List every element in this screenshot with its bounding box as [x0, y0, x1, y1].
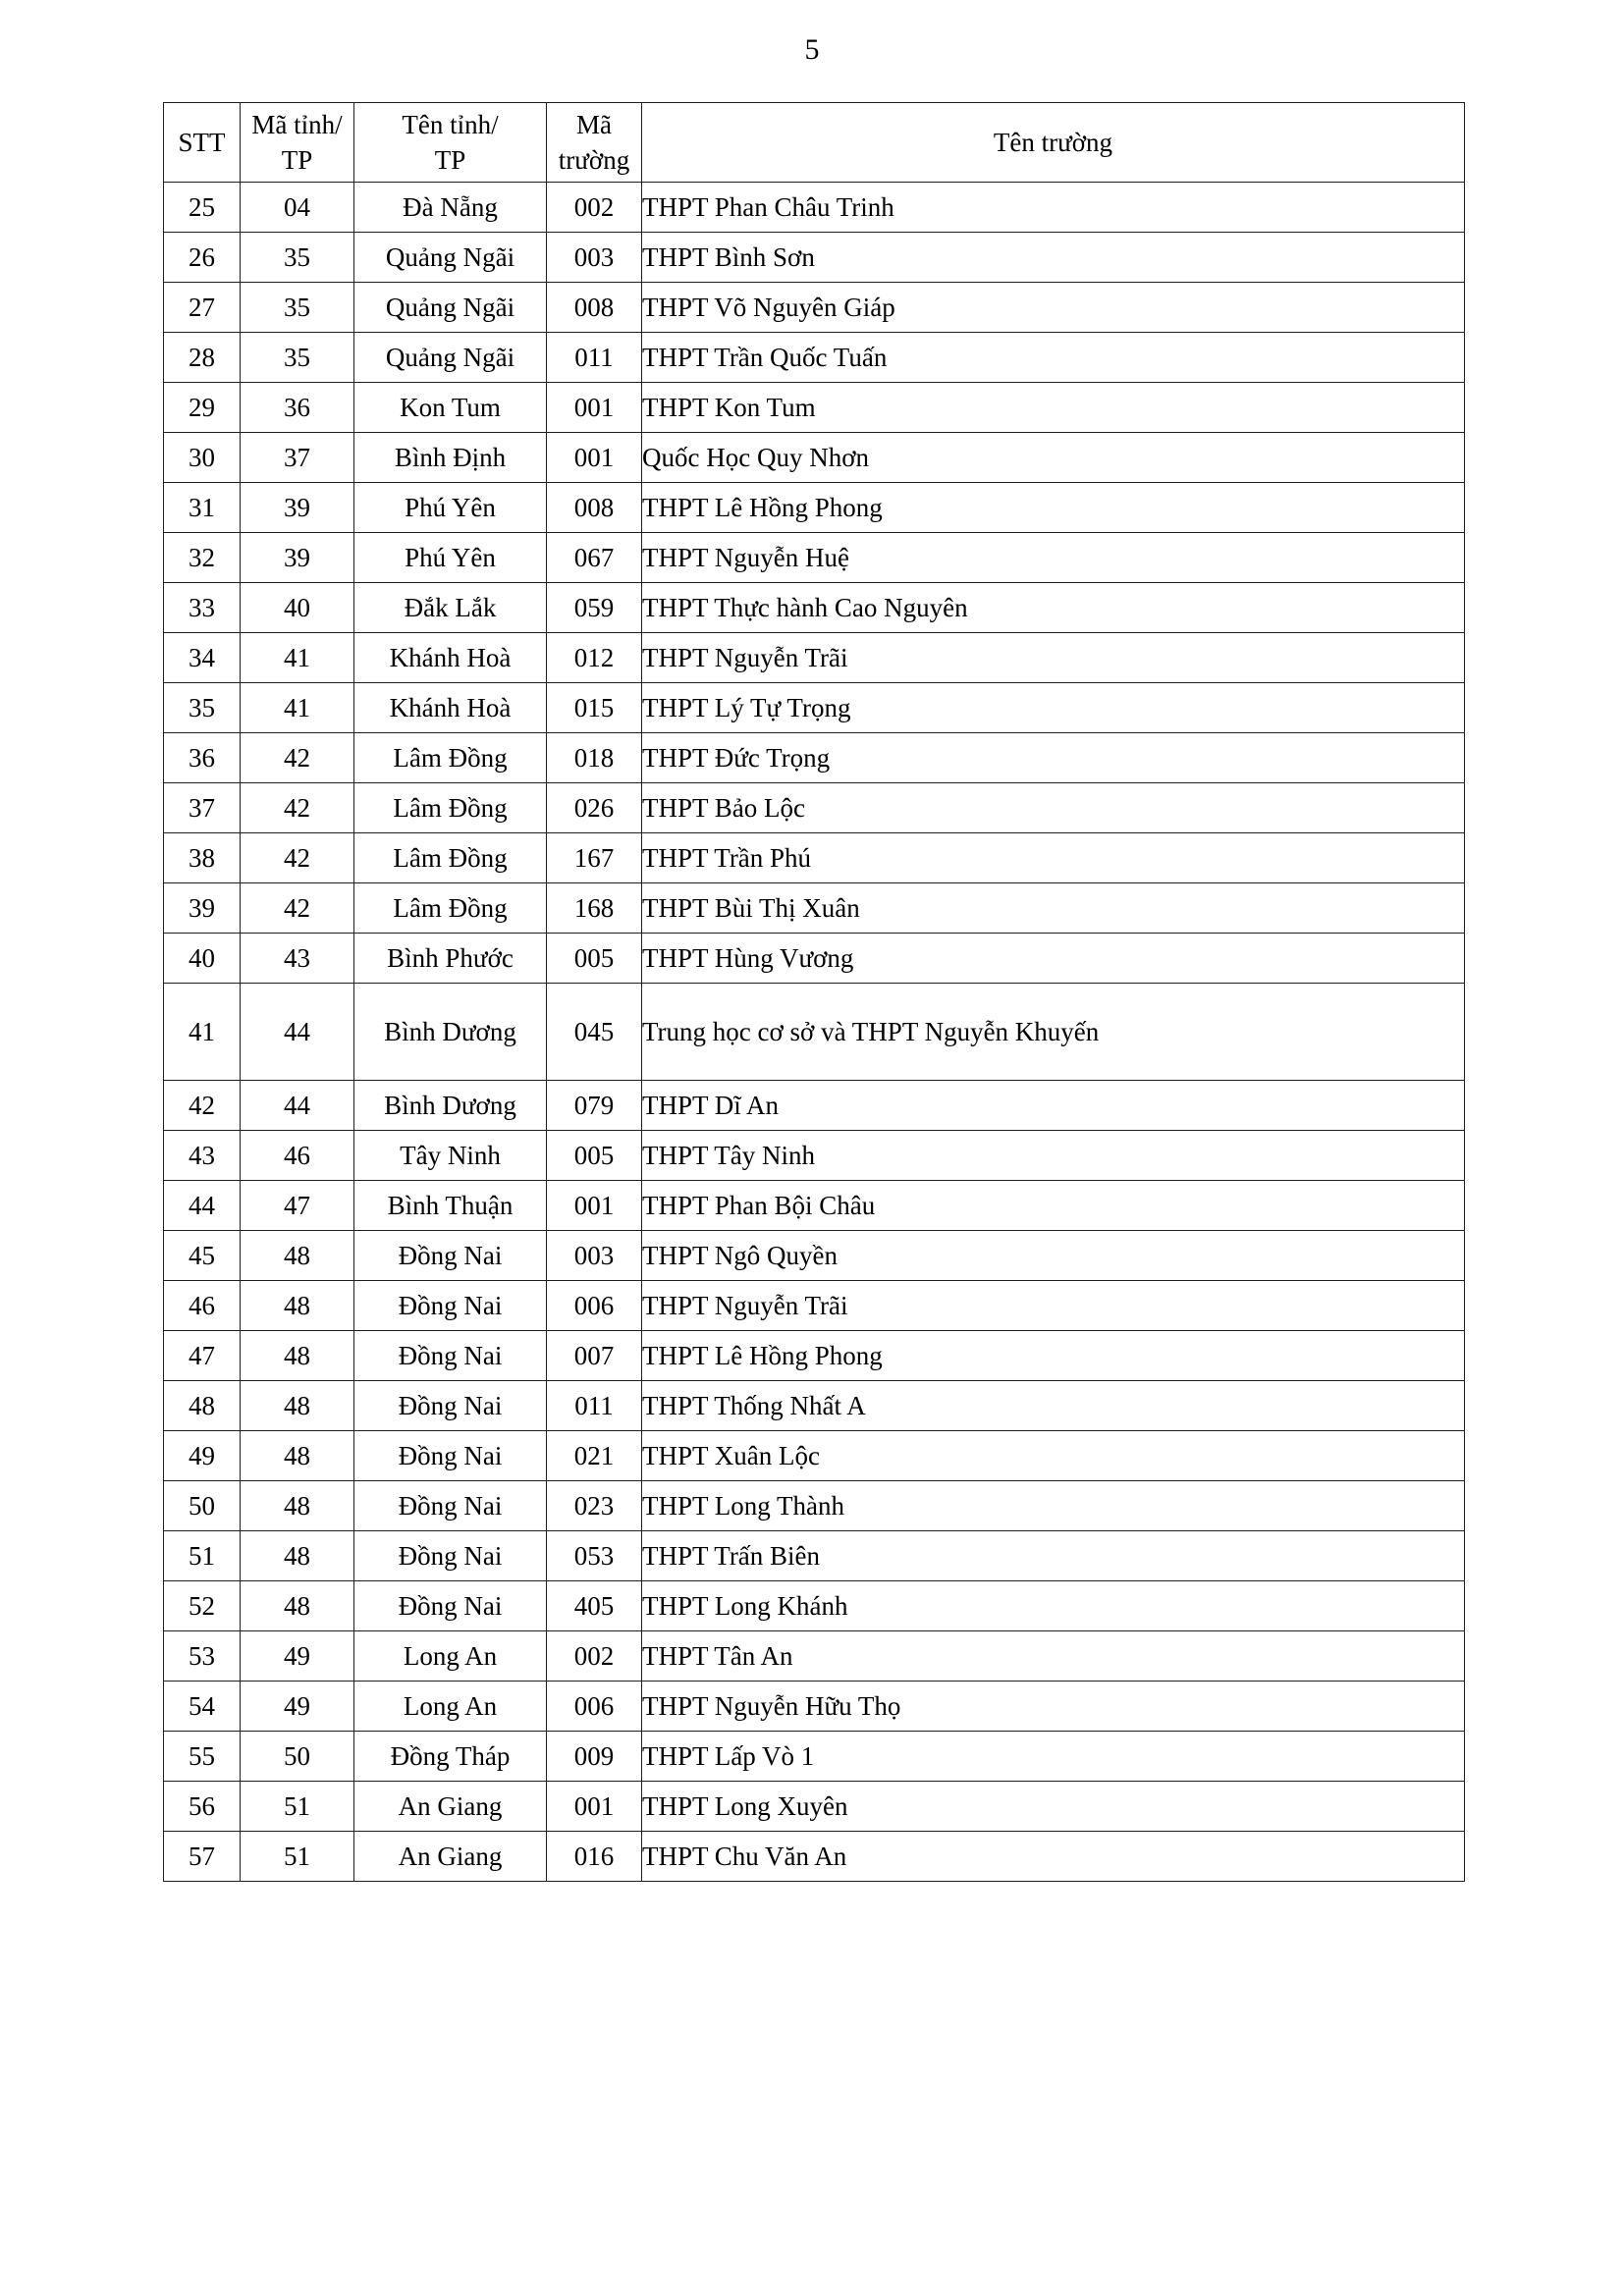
table-row — [164, 383, 1465, 433]
cell-province-code: 48 — [241, 1331, 354, 1381]
cell-school-name: THPT Thống Nhất A — [642, 1381, 1465, 1431]
column-header-province-code — [241, 103, 354, 183]
cell-school-name: Quốc Học Quy Nhơn — [642, 433, 1465, 483]
cell-school-code: 023 — [547, 1481, 642, 1531]
cell-school-name: THPT Hùng Vương — [642, 934, 1465, 984]
cell-stt: 36 — [164, 733, 241, 783]
column-header-province-name-line1: Tên tỉnh/ — [402, 110, 499, 139]
table-row — [164, 1832, 1465, 1882]
cell-province-name: Quảng Ngãi — [354, 233, 547, 283]
cell-stt: 30 — [164, 433, 241, 483]
cell-province-name: Tây Ninh — [354, 1131, 547, 1181]
table-row — [164, 483, 1465, 533]
column-header-province-name-line2: TP — [434, 145, 466, 175]
cell-province-name: Kon Tum — [354, 383, 547, 433]
cell-school-name: THPT Nguyễn Trãi — [642, 1281, 1465, 1331]
column-header-school-name-label: Tên trường — [993, 127, 1113, 157]
cell-stt: 27 — [164, 283, 241, 333]
cell-province-name: Bình Phước — [354, 934, 547, 984]
table-row — [164, 1281, 1465, 1331]
cell-school-code: 167 — [547, 833, 642, 883]
cell-province-code: 40 — [241, 583, 354, 633]
column-header-school-name — [642, 103, 1465, 183]
cell-school-code: 007 — [547, 1331, 642, 1381]
cell-school-name: THPT Lý Tự Trọng — [642, 683, 1465, 733]
cell-stt: 53 — [164, 1631, 241, 1682]
table-row — [164, 1682, 1465, 1732]
cell-stt: 49 — [164, 1431, 241, 1481]
cell-province-name: Phú Yên — [354, 483, 547, 533]
cell-school-code: 001 — [547, 433, 642, 483]
column-header-school-code-line1: Mã — [576, 110, 612, 139]
cell-stt: 28 — [164, 333, 241, 383]
cell-province-name: An Giang — [354, 1832, 547, 1882]
cell-province-name: Đồng Nai — [354, 1481, 547, 1531]
table-header — [164, 103, 1465, 183]
cell-province-name: Đồng Nai — [354, 1531, 547, 1581]
table-row — [164, 783, 1465, 833]
cell-province-name: Đồng Nai — [354, 1431, 547, 1481]
cell-province-code: 41 — [241, 633, 354, 683]
cell-province-code: 48 — [241, 1231, 354, 1281]
cell-stt: 57 — [164, 1832, 241, 1882]
cell-school-name: THPT Tây Ninh — [642, 1131, 1465, 1181]
cell-province-code: 51 — [241, 1832, 354, 1882]
cell-school-name: THPT Tân An — [642, 1631, 1465, 1682]
cell-stt: 29 — [164, 383, 241, 433]
cell-school-name: THPT Long Xuyên — [642, 1782, 1465, 1832]
table-row — [164, 683, 1465, 733]
table-row — [164, 333, 1465, 383]
cell-school-name: THPT Long Khánh — [642, 1581, 1465, 1631]
cell-province-code: 35 — [241, 333, 354, 383]
cell-stt: 47 — [164, 1331, 241, 1381]
cell-stt: 35 — [164, 683, 241, 733]
cell-school-code: 002 — [547, 183, 642, 233]
table-row — [164, 1631, 1465, 1682]
column-header-province-code-line2: TP — [281, 145, 313, 175]
cell-stt: 50 — [164, 1481, 241, 1531]
cell-school-code: 012 — [547, 633, 642, 683]
school-list-table — [163, 102, 1465, 1882]
cell-school-code: 053 — [547, 1531, 642, 1581]
cell-province-code: 42 — [241, 783, 354, 833]
cell-school-name: THPT Bảo Lộc — [642, 783, 1465, 833]
cell-province-name: Lâm Đồng — [354, 783, 547, 833]
cell-school-name: THPT Lấp Vò 1 — [642, 1732, 1465, 1782]
cell-school-code: 005 — [547, 934, 642, 984]
cell-province-name: Đồng Nai — [354, 1231, 547, 1281]
table-row — [164, 1732, 1465, 1782]
cell-province-name: Long An — [354, 1631, 547, 1682]
cell-school-code: 003 — [547, 233, 642, 283]
cell-province-code: 37 — [241, 433, 354, 483]
cell-stt: 38 — [164, 833, 241, 883]
column-header-stt — [164, 103, 241, 183]
table-row — [164, 934, 1465, 984]
table-header-row — [164, 103, 1465, 183]
cell-province-name: Quảng Ngãi — [354, 333, 547, 383]
column-header-school-code — [547, 103, 642, 183]
table-row — [164, 283, 1465, 333]
cell-school-name: THPT Bình Sơn — [642, 233, 1465, 283]
cell-school-code: 021 — [547, 1431, 642, 1481]
cell-school-code: 005 — [547, 1131, 642, 1181]
cell-stt: 33 — [164, 583, 241, 633]
cell-school-code: 405 — [547, 1581, 642, 1631]
cell-school-name: THPT Phan Bội Châu — [642, 1181, 1465, 1231]
cell-province-name: Đồng Nai — [354, 1281, 547, 1331]
cell-stt: 45 — [164, 1231, 241, 1281]
cell-school-name: THPT Đức Trọng — [642, 733, 1465, 783]
cell-province-name: Phú Yên — [354, 533, 547, 583]
cell-province-code: 35 — [241, 283, 354, 333]
cell-school-code: 002 — [547, 1631, 642, 1682]
cell-stt: 26 — [164, 233, 241, 283]
cell-school-code: 067 — [547, 533, 642, 583]
cell-school-name: THPT Ngô Quyền — [642, 1231, 1465, 1281]
cell-school-code: 006 — [547, 1682, 642, 1732]
cell-school-code: 018 — [547, 733, 642, 783]
table-row — [164, 1581, 1465, 1631]
cell-province-name: Bình Dương — [354, 984, 547, 1081]
cell-province-code: 49 — [241, 1682, 354, 1732]
cell-province-name: Đồng Nai — [354, 1581, 547, 1631]
table-row — [164, 1331, 1465, 1381]
table-row — [164, 1081, 1465, 1131]
cell-province-code: 42 — [241, 833, 354, 883]
cell-school-name: THPT Phan Châu Trinh — [642, 183, 1465, 233]
cell-school-name: THPT Trấn Biên — [642, 1531, 1465, 1581]
cell-school-code: 045 — [547, 984, 642, 1081]
cell-school-name: THPT Lê Hồng Phong — [642, 1331, 1465, 1381]
cell-province-name: Lâm Đồng — [354, 883, 547, 934]
page-number: 5 — [804, 33, 820, 66]
cell-province-name: Bình Dương — [354, 1081, 547, 1131]
cell-stt: 54 — [164, 1682, 241, 1732]
cell-school-code: 008 — [547, 283, 642, 333]
table-row — [164, 1181, 1465, 1231]
cell-school-name: THPT Trần Phú — [642, 833, 1465, 883]
cell-stt: 55 — [164, 1732, 241, 1782]
table-row — [164, 1481, 1465, 1531]
cell-school-code: 016 — [547, 1832, 642, 1882]
cell-province-code: 48 — [241, 1481, 354, 1531]
cell-province-code: 04 — [241, 183, 354, 233]
cell-school-name: THPT Bùi Thị Xuân — [642, 883, 1465, 934]
cell-school-code: 009 — [547, 1732, 642, 1782]
table-row — [164, 883, 1465, 934]
cell-province-code: 48 — [241, 1381, 354, 1431]
cell-school-name: THPT Nguyễn Trãi — [642, 633, 1465, 683]
column-header-province-name — [354, 103, 547, 183]
cell-school-name: THPT Nguyễn Huệ — [642, 533, 1465, 583]
column-header-school-code-line2: trường — [558, 145, 630, 175]
cell-stt: 44 — [164, 1181, 241, 1231]
cell-school-code: 003 — [547, 1231, 642, 1281]
cell-province-code: 39 — [241, 533, 354, 583]
cell-province-code: 44 — [241, 1081, 354, 1131]
cell-province-code: 48 — [241, 1531, 354, 1581]
cell-stt: 46 — [164, 1281, 241, 1331]
cell-province-name: Lâm Đồng — [354, 833, 547, 883]
school-list-table-container — [163, 102, 1464, 1882]
cell-school-code: 015 — [547, 683, 642, 733]
cell-stt: 40 — [164, 934, 241, 984]
cell-stt: 43 — [164, 1131, 241, 1181]
cell-school-code: 079 — [547, 1081, 642, 1131]
table-row — [164, 583, 1465, 633]
cell-school-name: THPT Thực hành Cao Nguyên — [642, 583, 1465, 633]
cell-province-name: Lâm Đồng — [354, 733, 547, 783]
cell-school-code: 001 — [547, 383, 642, 433]
cell-province-code: 35 — [241, 233, 354, 283]
cell-school-code: 001 — [547, 1181, 642, 1231]
cell-stt: 41 — [164, 984, 241, 1081]
table-row — [164, 1782, 1465, 1832]
cell-province-code: 42 — [241, 733, 354, 783]
cell-province-code: 51 — [241, 1782, 354, 1832]
cell-province-code: 36 — [241, 383, 354, 433]
table-row — [164, 433, 1465, 483]
cell-school-code: 006 — [547, 1281, 642, 1331]
cell-province-name: Khánh Hoà — [354, 633, 547, 683]
cell-school-name: THPT Lê Hồng Phong — [642, 483, 1465, 533]
cell-province-name: Quảng Ngãi — [354, 283, 547, 333]
cell-province-name: Long An — [354, 1682, 547, 1732]
table-body — [164, 183, 1465, 1882]
cell-province-code: 42 — [241, 883, 354, 934]
cell-stt: 32 — [164, 533, 241, 583]
cell-province-code: 46 — [241, 1131, 354, 1181]
cell-province-code: 47 — [241, 1181, 354, 1231]
table-row — [164, 1431, 1465, 1481]
cell-province-name: Đồng Nai — [354, 1381, 547, 1431]
table-row — [164, 1381, 1465, 1431]
cell-province-code: 48 — [241, 1431, 354, 1481]
table-row — [164, 984, 1465, 1081]
cell-stt: 56 — [164, 1782, 241, 1832]
cell-province-code: 43 — [241, 934, 354, 984]
cell-school-code: 001 — [547, 1782, 642, 1832]
cell-province-code: 44 — [241, 984, 354, 1081]
cell-province-name: Bình Thuận — [354, 1181, 547, 1231]
cell-school-name: THPT Xuân Lộc — [642, 1431, 1465, 1481]
cell-stt: 42 — [164, 1081, 241, 1131]
table-row — [164, 183, 1465, 233]
column-header-stt-label: STT — [178, 127, 226, 157]
cell-school-code: 026 — [547, 783, 642, 833]
cell-stt: 39 — [164, 883, 241, 934]
cell-stt: 37 — [164, 783, 241, 833]
cell-stt: 51 — [164, 1531, 241, 1581]
cell-school-name: THPT Kon Tum — [642, 383, 1465, 433]
cell-school-code: 008 — [547, 483, 642, 533]
table-row — [164, 1131, 1465, 1181]
cell-province-name: Đà Nẵng — [354, 183, 547, 233]
cell-province-name: Bình Định — [354, 433, 547, 483]
table-row — [164, 233, 1465, 283]
cell-school-code: 059 — [547, 583, 642, 633]
cell-stt: 31 — [164, 483, 241, 533]
cell-stt: 25 — [164, 183, 241, 233]
cell-school-code: 168 — [547, 883, 642, 934]
table-row — [164, 633, 1465, 683]
cell-stt: 48 — [164, 1381, 241, 1431]
cell-province-name: Đồng Nai — [354, 1331, 547, 1381]
table-row — [164, 1231, 1465, 1281]
cell-province-name: Khánh Hoà — [354, 683, 547, 733]
cell-school-name: THPT Nguyễn Hữu Thọ — [642, 1682, 1465, 1732]
cell-province-code: 48 — [241, 1581, 354, 1631]
cell-stt: 52 — [164, 1581, 241, 1631]
cell-province-code: 39 — [241, 483, 354, 533]
cell-province-code: 41 — [241, 683, 354, 733]
cell-school-name: THPT Chu Văn An — [642, 1832, 1465, 1882]
cell-stt: 34 — [164, 633, 241, 683]
cell-province-name: Đắk Lắk — [354, 583, 547, 633]
cell-province-name: An Giang — [354, 1782, 547, 1832]
cell-province-name: Đồng Tháp — [354, 1732, 547, 1782]
table-row — [164, 533, 1465, 583]
cell-school-name: Trung học cơ sở và THPT Nguyễn Khuyến — [642, 984, 1465, 1081]
cell-school-name: THPT Võ Nguyên Giáp — [642, 283, 1465, 333]
cell-school-name: THPT Dĩ An — [642, 1081, 1465, 1131]
cell-province-code: 48 — [241, 1281, 354, 1331]
table-row — [164, 733, 1465, 783]
cell-school-code: 011 — [547, 1381, 642, 1431]
cell-province-code: 50 — [241, 1732, 354, 1782]
table-row — [164, 833, 1465, 883]
cell-province-code: 49 — [241, 1631, 354, 1682]
table-row — [164, 1531, 1465, 1581]
cell-school-code: 011 — [547, 333, 642, 383]
cell-school-name: THPT Trần Quốc Tuấn — [642, 333, 1465, 383]
column-header-province-code-line1: Mã tỉnh/ — [251, 110, 343, 139]
cell-school-name: THPT Long Thành — [642, 1481, 1465, 1531]
